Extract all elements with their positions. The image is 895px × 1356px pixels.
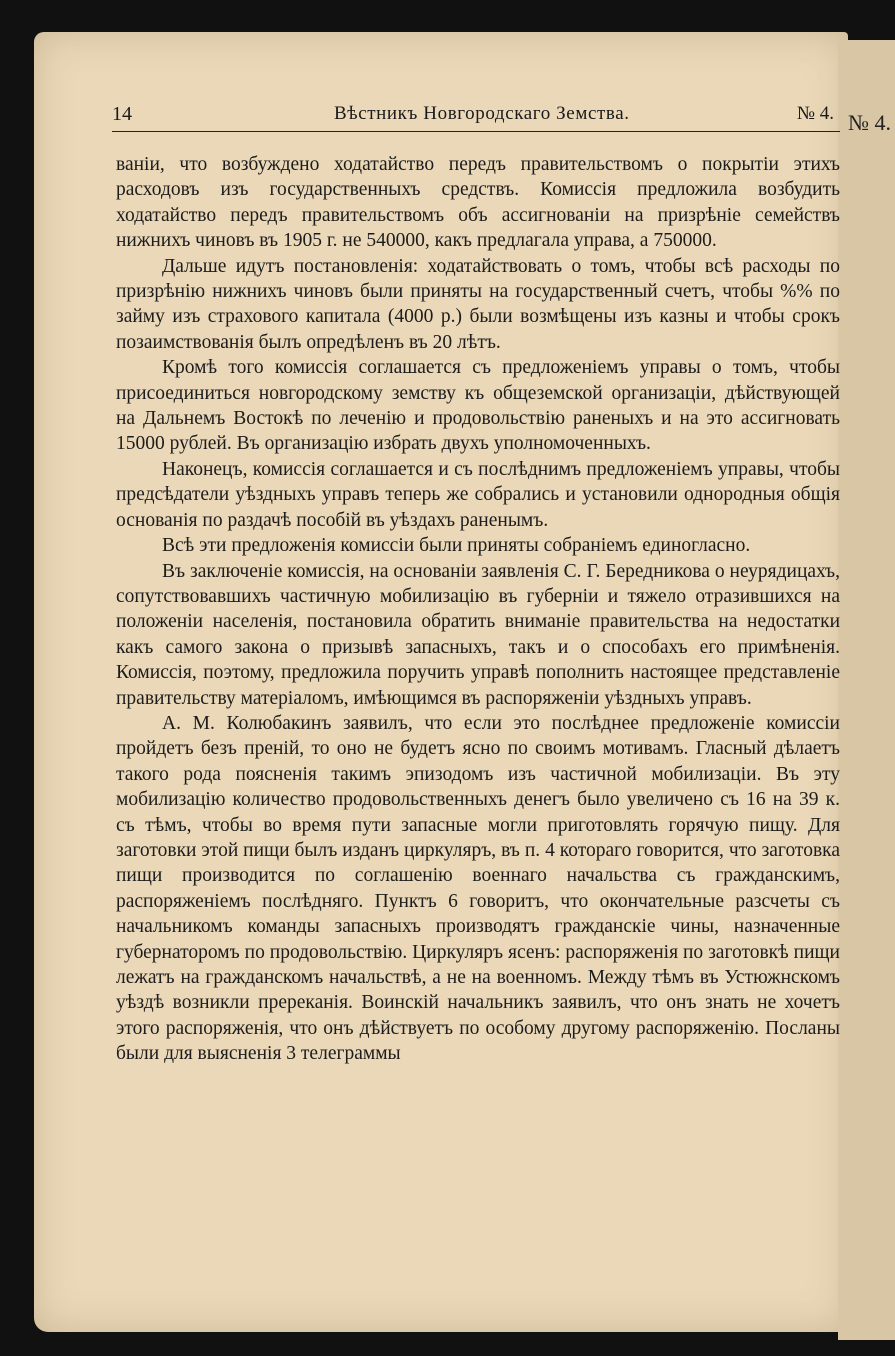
paragraph: А. М. Колюбакинъ заявилъ, что если это послѣднее предложеніе комиссіи пройдетъ безъ преній, то оно не будетъ ясно по своимъ мотивамъ. Гласный дѣлаетъ такого рода поясненія такимъ эпизодомъ изъ частичной мобилизаціи. Въ эту мобилизацію количество продовольственныхъ денегъ было увеличено съ 16 на 39 к. съ тѣмъ, чтобы во время пути запасные могли приготовлять горячую пищу. Для заготовки этой пищи былъ изданъ циркуляръ, въ п. 4 котораго говорится, что заготовка пищи производится по соглашенію военнаго начальства съ гражданскимъ, распоряженіемъ послѣдняго. Пунктъ 6 говоритъ, что окончательные разсчеты съ начальникомъ команды запасныхъ производятъ гражданскіе чины, назначенные губернаторомъ по продовольствію. Циркуляръ ясенъ: распоряженія по заготовкѣ пищи лежатъ на гражданскомъ начальствѣ, а не на военномъ. Между тѣмъ въ Устюжнскомъ уѣздѣ возникли пререканія. Воинскій начальникъ заявилъ, что онъ знать не хочетъ этого распоряженія, что онъ дѣйствуетъ по особому другому распоряженію. Посланы были для выясненія 3 телеграммы xyxy=(116,712,840,1065)
paragraph: Наконецъ, комиссія соглашается и съ послѣднимъ предложеніемъ управы, чтобы предсѣдатели уѣздныхъ управъ теперь же собрались и установили однородныя общія основанія по раздачѣ пособій въ уѣздахъ раненымъ. xyxy=(116,458,840,531)
adjacent-page-edge xyxy=(838,40,895,1340)
paragraph: Кромѣ того комиссія соглашается съ предложеніемъ управы о томъ, чтобы присоединиться новгородскому земству къ общеземской организаціи, дѣйствующей на Дальнемъ Востокѣ по леченію и продовольствію раненыхъ и на это ассигновать 15000 рублей. Въ организацію избрать двухъ уполномоченныхъ. xyxy=(116,357,840,455)
page-number: 14 xyxy=(112,103,132,125)
paragraph: Всѣ эти предложенія комиссіи были приняты собраніемъ единогласно. xyxy=(162,535,751,557)
paragraph: ваніи, что возбуждено ходатайство передъ правительствомъ о покрытіи этихъ расходовъ изъ государственныхъ средствъ. Комиссія предложила возбудить ходатайство передъ правительствомъ объ ассигнованіи на призрѣніе семействъ нижнихъ чиновъ въ 1905 г. не 540000, какъ предлагала управа, а 750000. xyxy=(116,154,840,252)
paragraph: Въ заключеніе комиссія, на основаніи заявленія С. Г. Бередникова о неурядицахъ, сопутствовавшихъ частичную мобилизацію въ губерніи и тяжело отразившихся на положеніи населенія, постановила обратить вниманіе правительства на недостатки какъ самого закона о призывѣ запасныхъ, такъ и о способахъ его примѣненія. Комиссія, поэтому, предложила поручить управѣ пополнить настоящее представленіе правительству матеріаломъ, имѣющимся въ распоряженіи уѣздныхъ управъ. xyxy=(116,560,840,709)
header-rule xyxy=(112,131,840,132)
running-header xyxy=(112,103,834,133)
paragraph: Дальше идутъ постановленія: ходатайствовать о томъ, чтобы всѣ расходы по призрѣнію нижнихъ чиновъ были приняты на государственный счетъ, чтобы %% по займу изъ страхового капитала (4000 р.) были возмѣщены изъ казны и чтобы срокъ позаимствованія былъ опредѣленъ въ 20 лѣтъ. xyxy=(116,255,840,353)
adjacent-page-issue: № 4. xyxy=(848,110,891,135)
issue-number: № 4. xyxy=(796,103,834,124)
journal-title: Вѣстникъ Новгородскаго Земства. xyxy=(334,103,630,124)
body-text xyxy=(116,152,840,1067)
